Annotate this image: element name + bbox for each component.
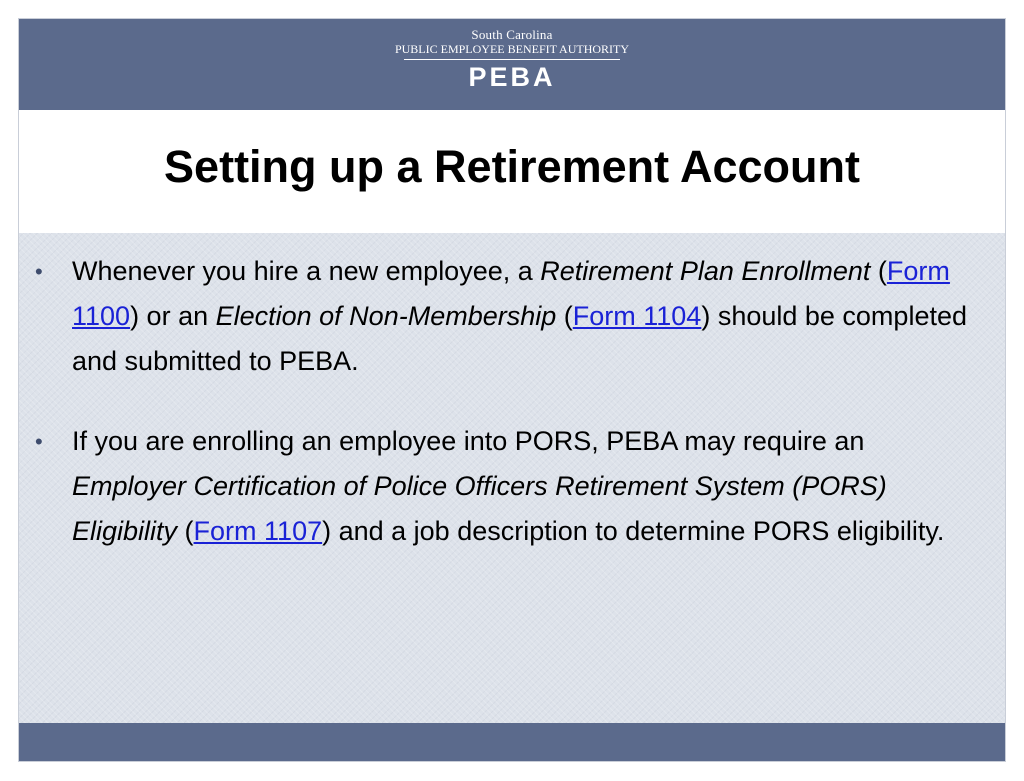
bullet-text: ( — [870, 256, 887, 286]
title-band — [19, 110, 1005, 233]
bullet-item-enrollment — [19, 249, 1005, 384]
form-title-pors-eligibility: Employer Certification of Police Officers Retirement System (PORS) Eligibility — [72, 471, 887, 546]
bullet-text: Whenever you hire a new employee, a — [72, 256, 541, 286]
footer-band — [19, 723, 1005, 761]
slide-title: Setting up a Retirement Account — [164, 141, 860, 192]
bullet-text: ) and a job description to determine PORS eligibility. — [322, 516, 945, 546]
form-1100-link[interactable]: Form 1100 — [72, 256, 950, 331]
header-band — [19, 19, 1005, 110]
peba-logo — [389, 27, 635, 107]
bullet-text: If you are enrolling an employee into PORS, PEBA may require an — [72, 426, 865, 456]
bullet-text: ) should be completed and submitted to PEBA. — [72, 301, 967, 376]
slide — [18, 18, 1006, 762]
body-area — [19, 233, 1005, 723]
bullet-text: ( — [177, 516, 194, 546]
form-title-election-of-non-membership: Election of Non-Membership — [215, 301, 557, 331]
logo-wordmark: PEBA — [468, 62, 556, 92]
bullet-text: ) or an — [130, 301, 216, 331]
logo-divider — [404, 59, 620, 60]
bullet-dot-icon: • — [35, 429, 43, 454]
logo-authority-text: PUBLIC EMPLOYEE BENEFIT AUTHORITY — [394, 42, 630, 56]
bullet-dot-icon: • — [35, 259, 43, 284]
form-1107-link[interactable]: Form 1107 — [193, 516, 323, 546]
bullet-list — [19, 249, 1005, 554]
form-1104-link[interactable]: Form 1104 — [572, 301, 702, 331]
bullet-item-pors — [19, 419, 1005, 554]
form-title-retirement-plan-enrollment: Retirement Plan Enrollment — [540, 256, 871, 286]
bullet-text: ( — [556, 301, 573, 331]
logo-state-text: South Carolina — [471, 27, 553, 42]
